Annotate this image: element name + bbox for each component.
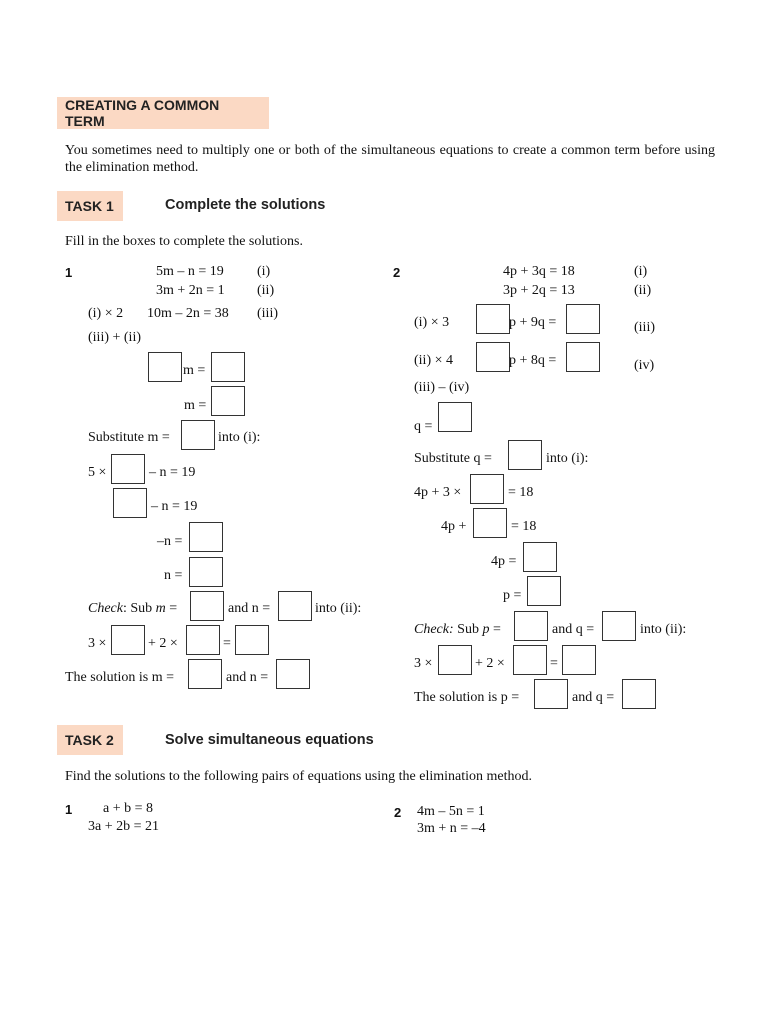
- answer-box[interactable]: [476, 304, 510, 334]
- answer-box[interactable]: [566, 342, 600, 372]
- answer-box[interactable]: [562, 645, 596, 675]
- t1-q1-solution-and: and n =: [226, 670, 269, 685]
- answer-box[interactable]: [438, 645, 472, 675]
- t1-q2-solution-and: and q =: [572, 690, 615, 705]
- t1-q1-check-prefix: Check: Sub m =: [88, 601, 178, 616]
- answer-box[interactable]: [189, 522, 223, 552]
- answer-box[interactable]: [527, 576, 561, 606]
- t1-q1-5x-prefix: 5 ×: [88, 465, 107, 480]
- t1-q2-4p-prefix: 4p +: [441, 519, 467, 534]
- t1-q2-eq2-label: (ii): [634, 283, 652, 298]
- answer-box[interactable]: [186, 625, 220, 655]
- t1-q2-step1-mid: p + 9q =: [509, 315, 557, 330]
- t1-q2-substitute-suffix: into (i):: [546, 451, 589, 466]
- t1-q1-step1-label: (iii): [257, 306, 278, 321]
- t1-q1-check-plus2x: + 2 ×: [148, 636, 178, 651]
- t1-q2-check-eq: =: [550, 656, 558, 671]
- t1-q1-neg-n: –n =: [157, 534, 183, 549]
- t1-q2-q-eq: q =: [414, 419, 433, 434]
- t1-q2-p-eq: p =: [503, 588, 522, 603]
- answer-box[interactable]: [438, 402, 472, 432]
- task1-tag: [57, 191, 123, 221]
- t2-q2-eq1: 4m – 5n = 1: [417, 804, 485, 819]
- answer-box[interactable]: [514, 611, 548, 641]
- t1-q1-step2-op: (iii) + (ii): [88, 330, 141, 345]
- t1-q1-substitute-prefix: Substitute m =: [88, 430, 170, 445]
- answer-box[interactable]: [113, 488, 147, 518]
- answer-box[interactable]: [211, 352, 245, 382]
- t1-q2-four-p: 4p =: [491, 554, 517, 569]
- task2-heading: Solve simultaneous equations: [165, 732, 374, 748]
- t1-q2-number: 2: [393, 265, 401, 280]
- t1-q1-m-eq-suffix: m =: [183, 363, 206, 378]
- intro-paragraph: You sometimes need to multiply one or both of the simultaneous equations to create a common term before using the elimination method.: [65, 143, 715, 175]
- t1-q2-step2-op: (ii) × 4: [414, 353, 453, 368]
- t1-q2-step2-mid: p + 8q =: [509, 353, 557, 368]
- section-title-text: CREATING A COMMON TERM: [65, 97, 220, 129]
- check-word: Check:: [414, 622, 454, 637]
- answer-box[interactable]: [189, 557, 223, 587]
- t1-q2-4p-suffix: = 18: [511, 519, 537, 534]
- answer-box[interactable]: [473, 508, 507, 538]
- answer-box[interactable]: [190, 591, 224, 621]
- answer-box[interactable]: [188, 659, 222, 689]
- t2-q1-eq2: 3a + 2b = 21: [88, 819, 160, 834]
- t2-q1-number: 1: [65, 802, 73, 817]
- task1-tag-text: TASK 1: [65, 198, 114, 214]
- t1-q2-check-and: and q =: [552, 622, 595, 637]
- t1-q1-substitute-suffix: into (i):: [218, 430, 261, 445]
- t1-q1-check-suffix: into (ii):: [315, 601, 362, 616]
- t1-q2-eq2: 3p + 2q = 13: [503, 283, 575, 298]
- t1-q1-check-eq: =: [223, 636, 231, 651]
- t1-q1-solution-prefix: The solution is m =: [65, 670, 175, 685]
- t1-q2-eq1-label: (i): [634, 264, 648, 279]
- answer-box[interactable]: [470, 474, 504, 504]
- t1-q1-m-eq: m =: [184, 398, 207, 413]
- t1-q2-4p3x-suffix: = 18: [508, 485, 534, 500]
- t1-q2-4p3x-prefix: 4p + 3 ×: [414, 485, 462, 500]
- t1-q2-check-plus2x: + 2 ×: [475, 656, 505, 671]
- t1-q2-check-3x: 3 ×: [414, 656, 433, 671]
- t1-q1-step1-eq: 10m – 2n = 38: [147, 306, 229, 321]
- answer-box[interactable]: [602, 611, 636, 641]
- t1-q1-step1-op: (i) × 2: [88, 306, 124, 321]
- t2-q1-eq1: a + b = 8: [103, 801, 154, 816]
- section-title: [57, 97, 269, 129]
- answer-box[interactable]: [566, 304, 600, 334]
- answer-box[interactable]: [534, 679, 568, 709]
- task2-instruction: Find the solutions to the following pairs of equations using the elimination method.: [65, 769, 533, 784]
- t1-q2-step1-op: (i) × 3: [414, 315, 450, 330]
- answer-box[interactable]: [508, 440, 542, 470]
- answer-box[interactable]: [235, 625, 269, 655]
- answer-box[interactable]: [278, 591, 312, 621]
- answer-box[interactable]: [523, 542, 557, 572]
- t1-q1-check-and: and n =: [228, 601, 271, 616]
- answer-box[interactable]: [622, 679, 656, 709]
- t2-q2-number: 2: [394, 805, 402, 820]
- t1-q1-check-3x: 3 ×: [88, 636, 107, 651]
- t1-q2-check-suffix: into (ii):: [640, 622, 687, 637]
- t1-q1-n-eq: n =: [164, 568, 183, 583]
- check-word: Check: [88, 601, 123, 616]
- t1-q1-box-suffix: – n = 19: [151, 499, 198, 514]
- t2-q2-eq2: 3m + n = –4: [417, 821, 486, 836]
- answer-box[interactable]: [148, 352, 182, 382]
- t1-q1-5x-suffix: – n = 19: [149, 465, 196, 480]
- t1-q2-substitute-prefix: Substitute q =: [414, 451, 492, 466]
- t1-q1-eq1-label: (i): [257, 264, 271, 279]
- t1-q2-step1-label: (iii): [634, 320, 655, 335]
- task2-tag-text: TASK 2: [65, 732, 114, 748]
- answer-box[interactable]: [513, 645, 547, 675]
- t1-q1-eq2: 3m + 2n = 1: [156, 283, 225, 298]
- answer-box[interactable]: [111, 454, 145, 484]
- t1-q2-check-prefix: Check: Sub p =: [414, 622, 501, 637]
- answer-box[interactable]: [211, 386, 245, 416]
- answer-box[interactable]: [111, 625, 145, 655]
- t1-q1-number: 1: [65, 265, 73, 280]
- answer-box[interactable]: [276, 659, 310, 689]
- task1-instruction: Fill in the boxes to complete the solutions.: [65, 234, 303, 249]
- t1-q2-step3-op: (iii) – (iv): [414, 380, 470, 395]
- answer-box[interactable]: [181, 420, 215, 450]
- answer-box[interactable]: [476, 342, 510, 372]
- task1-heading: Complete the solutions: [165, 197, 326, 213]
- t1-q2-step2-label: (iv): [634, 358, 655, 373]
- t1-q1-eq2-label: (ii): [257, 283, 275, 298]
- t1-q2-eq1: 4p + 3q = 18: [503, 264, 575, 279]
- t1-q2-solution-prefix: The solution is p =: [414, 690, 520, 705]
- t1-q1-eq1: 5m – n = 19: [156, 264, 224, 279]
- task2-tag: [57, 725, 123, 755]
